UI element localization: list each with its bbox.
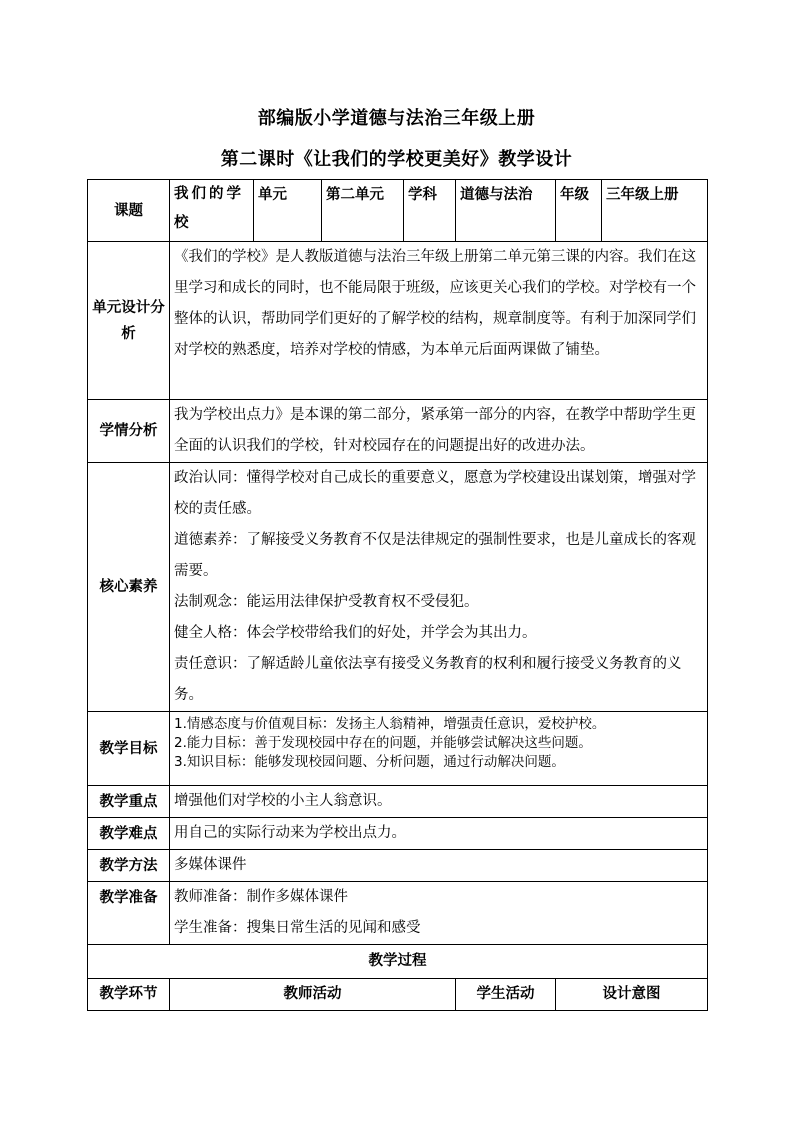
preparation-list [170, 882, 708, 945]
unit-analysis-label: 单元设计分析 [88, 242, 170, 400]
grade-value: 三年级上册 [602, 180, 708, 242]
preparation-row [88, 882, 708, 945]
subject-value: 道德与法治 [456, 180, 556, 242]
method-row [88, 850, 708, 882]
process-col-intent: 设计意图 [556, 979, 708, 1011]
teaching-goals-list [170, 712, 708, 786]
learner-analysis-text: 我为学校出点力》是本课的第二部分，紧承第一部分的内容，在教学中帮助学生更全面的认识我们的学校，针对校园存在的问题提出好的改进办法。 [170, 400, 708, 463]
preparation-teacher: 教师准备：制作多媒体课件 [174, 889, 348, 905]
difficulty-text: 用自己的实际行动来为学校出点力。 [170, 818, 708, 850]
method-label: 教学方法 [88, 850, 170, 882]
core-literacy-row [88, 463, 708, 712]
difficulty-label: 教学难点 [88, 818, 170, 850]
header-row [88, 180, 708, 242]
unit-analysis-row [88, 242, 708, 400]
key-point-row [88, 786, 708, 818]
topic-label: 课题 [88, 180, 170, 242]
teaching-goals-row [88, 712, 708, 786]
unit-analysis-text: 《我们的学校》是人教版道德与法治三年级上册第二单元第三课的内容。我们在这里学习和成长的同时，也不能局限于班级，应该更关心我们的学校。对学校有一个整体的认识，帮助同学们更好的了解学校的结构，规章制度等。有利于加深同学们对学校的熟悉度，培养对学校的情感，为本单元后面两课做了铺垫。 [170, 242, 708, 400]
preparation-label: 教学准备 [88, 882, 170, 945]
key-point-text: 增强他们对学校的小主人翁意识。 [170, 786, 708, 818]
process-col-stage: 教学环节 [88, 979, 170, 1011]
core-literacy-label: 核心素养 [88, 463, 170, 712]
process-title: 教学过程 [88, 945, 708, 979]
topic-value: 我们的学校 [170, 180, 254, 242]
process-col-student: 学生活动 [456, 979, 556, 1011]
grade-label: 年级 [556, 180, 602, 242]
core-literacy-item: 健全人格：体会学校带给我们的好处，并学会为其出力。 [174, 625, 537, 641]
difficulty-row [88, 818, 708, 850]
subject-label: 学科 [404, 180, 456, 242]
learner-analysis-label: 学情分析 [88, 400, 170, 463]
process-col-teacher: 教师活动 [170, 979, 456, 1011]
core-literacy-item: 责任意识：了解适龄儿童依法享有接受义务教育的权利和履行接受义务教育的义务。 [174, 656, 682, 703]
core-literacy-list [170, 463, 708, 712]
core-literacy-item: 道德素养：了解接受义务教育不仅是法律规定的强制性要求，也是儿童成长的客观需要。 [174, 532, 696, 579]
teaching-goal-item: 3.知识目标：能够发现校园问题、分析问题，通过行动解决问题。 [174, 754, 565, 770]
document-title: 部编版小学道德与法治三年级上册 [257, 108, 536, 129]
document-subtitle: 第二课时《让我们的学校更美好》教学设计 [220, 149, 573, 170]
core-literacy-item: 法制观念：能运用法律保护受教育权不受侵犯。 [174, 594, 479, 610]
process-header-row [88, 979, 708, 1011]
process-title-row [88, 945, 708, 979]
unit-label: 单元 [254, 180, 322, 242]
core-literacy-item: 政治认同：懂得学校对自己成长的重要意义，愿意为学校建设出谋划策，增强对学校的责任感。 [174, 470, 696, 517]
key-point-label: 教学重点 [88, 786, 170, 818]
teaching-goals-label: 教学目标 [88, 712, 170, 786]
teaching-goal-item: 2.能力目标：善于发现校园中存在的问题，并能够尝试解决这些问题。 [174, 735, 592, 751]
preparation-student: 学生准备：搜集日常生活的见闻和感受 [174, 920, 421, 936]
method-text: 多媒体课件 [170, 850, 708, 882]
teaching-goal-item: 1.情感态度与价值观目标：发扬主人翁精神，增强责任意识，爱校护校。 [174, 716, 606, 732]
unit-value: 第二单元 [322, 180, 404, 242]
lesson-plan-table [87, 179, 708, 1011]
learner-analysis-row [88, 400, 708, 463]
